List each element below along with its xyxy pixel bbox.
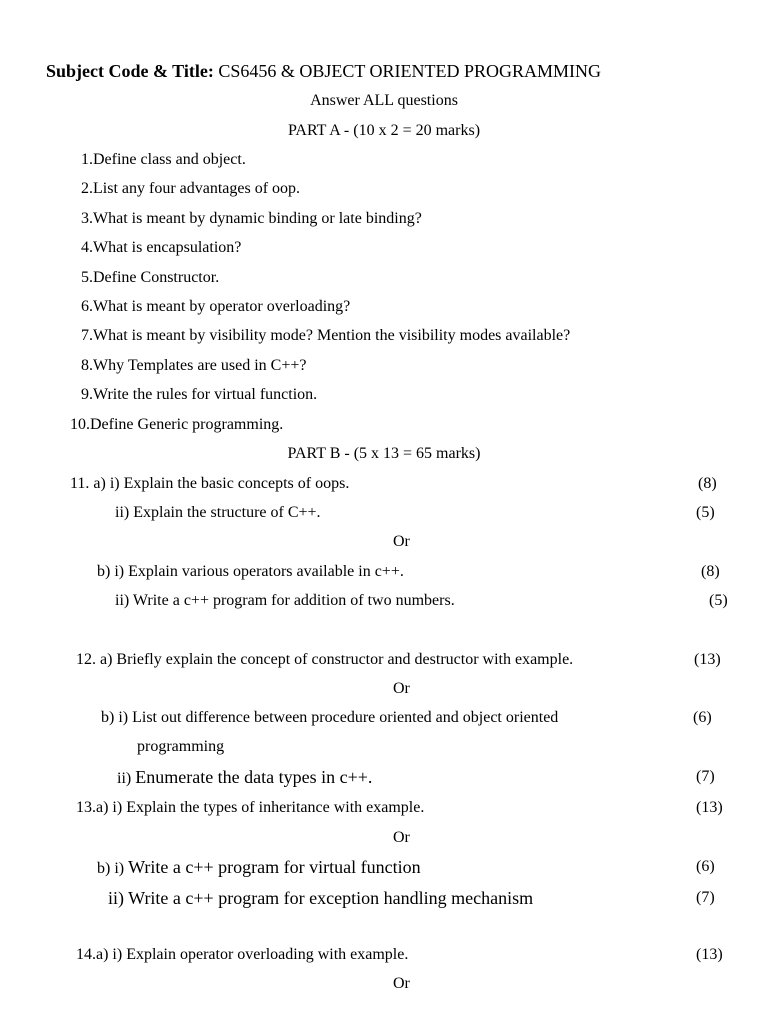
q12-b-ii-text: Enumerate the data types in c++. <box>135 767 373 787</box>
subject-title-line <box>46 61 601 81</box>
part-b-heading: PART B - (5 x 13 = 65 marks) <box>287 445 481 462</box>
q13-b-ii: ii) Write a c++ program for exception handling mechanism <box>108 888 534 908</box>
question-number: 9. <box>81 386 93 403</box>
q11-a-ii: ii) Explain the structure of C++. <box>115 504 321 521</box>
question-text: Why Templates are used in C++? <box>93 357 307 374</box>
q14-a: 14.a) i) Explain operator overloading with example. <box>76 946 409 963</box>
q12-a: 12. a) Briefly explain the concept of constructor and destructor with example. <box>76 651 574 668</box>
question-number: 3. <box>81 210 93 227</box>
or-separator: Or <box>393 975 410 992</box>
question-number: 4. <box>81 239 93 256</box>
question-text: What is meant by dynamic binding or late binding? <box>93 210 422 227</box>
q11-a-i: 11. a) i) Explain the basic concepts of oops. <box>70 475 350 492</box>
q14-a-marks: (13) <box>696 946 723 963</box>
q12-b-i-line2: programming <box>137 738 225 755</box>
part-a-question <box>70 150 246 170</box>
q12-b-i-marks: (6) <box>693 709 712 726</box>
part-a-question <box>70 415 283 435</box>
question-text: List any four advantages of oop. <box>93 180 301 197</box>
q11-b-ii-marks: (5) <box>709 592 728 609</box>
q13-b-i-marks: (6) <box>696 858 715 875</box>
q11-b-i-marks: (8) <box>701 563 720 580</box>
question-number: 6. <box>81 298 93 315</box>
part-a-question <box>70 209 422 229</box>
question-number: 8. <box>81 357 93 374</box>
question-text: Write the rules for virtual function. <box>93 386 318 403</box>
q12-a-marks: (13) <box>694 651 721 668</box>
question-text: What is meant by operator overloading? <box>93 298 351 315</box>
q12-b-ii <box>117 767 372 789</box>
question-number: 10. <box>70 416 90 433</box>
part-a-question <box>70 268 219 288</box>
part-a-question <box>70 326 570 346</box>
q13-a-marks: (13) <box>696 799 723 816</box>
question-number: 2. <box>81 180 93 197</box>
question-number: 5. <box>81 269 93 286</box>
part-a-question <box>70 356 306 376</box>
q13-b-ii-marks: (7) <box>696 889 715 906</box>
q11-a-i-marks: (8) <box>698 475 717 492</box>
part-a-question <box>70 297 350 317</box>
part-a-question <box>70 385 317 405</box>
q13-a: 13.a) i) Explain the types of inheritance with example. <box>76 799 425 816</box>
question-text: What is encapsulation? <box>93 239 242 256</box>
or-separator: Or <box>393 680 410 697</box>
q13-b-i-text: Write a c++ program for virtual function <box>128 857 421 877</box>
question-text: Define Generic programming. <box>90 416 284 433</box>
question-number: 7. <box>81 327 93 344</box>
question-text: Define Constructor. <box>93 269 220 286</box>
q11-b-i: b) i) Explain various operators available in c++. <box>97 563 404 580</box>
or-separator: Or <box>393 533 410 550</box>
subject-label: Subject Code & Title: <box>46 61 214 81</box>
q13-b-i <box>97 857 421 879</box>
q13-b-i-prefix: b) i) <box>97 860 129 877</box>
q12-b-i-line1: b) i) List out difference between procedure oriented and object oriented <box>101 709 559 726</box>
part-a-heading: PART A - (10 x 2 = 20 marks) <box>287 122 481 139</box>
q11-a-ii-marks: (5) <box>696 504 715 521</box>
q11-b-ii: ii) Write a c++ program for addition of two numbers. <box>115 592 455 609</box>
or-separator: Or <box>393 829 410 846</box>
question-text: Define class and object. <box>93 151 246 168</box>
question-text: What is meant by visibility mode? Mention the visibility modes available? <box>93 327 571 344</box>
question-number: 1. <box>81 151 93 168</box>
part-a-question <box>70 238 241 258</box>
instruction: Answer ALL questions <box>310 92 458 109</box>
q12-b-ii-marks: (7) <box>696 768 715 785</box>
subject-title: CS6456 & OBJECT ORIENTED PROGRAMMING <box>218 61 602 81</box>
part-a-question <box>70 179 300 199</box>
q12-b-ii-prefix: ii) <box>117 770 136 787</box>
